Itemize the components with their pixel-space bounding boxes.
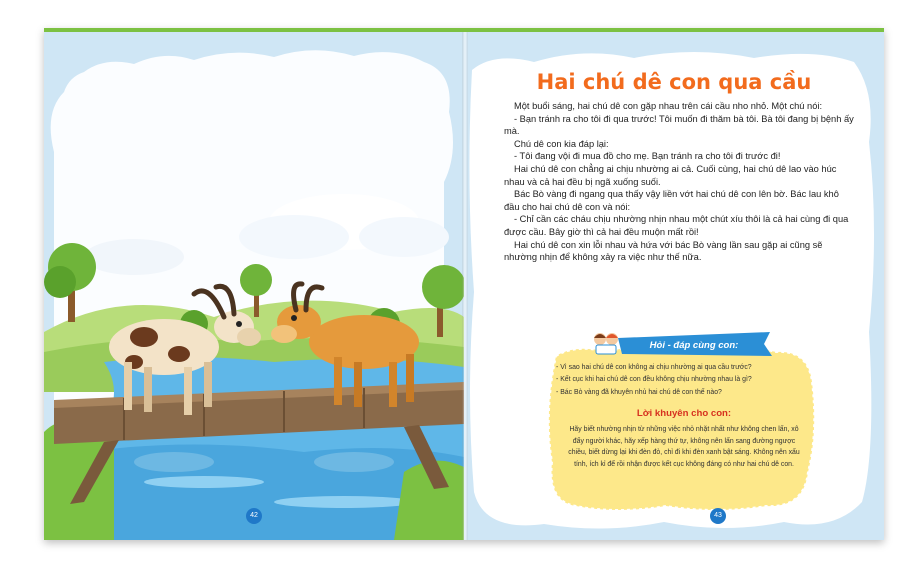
story-paragraph: - Chỉ cần các cháu chịu nhường nhịn nhau một chút xíu thôi là cả hai cùng đi qua được cầu. Bây giờ thì cả hai đều muộn mất rồi! [504,214,849,237]
advice-heading: Lời khuyên cho con: [636,408,732,419]
qa-questions [556,362,816,399]
story-paragraph: Hai chú dê con xin lỗi nhau và hứa với bác Bò vàng lần sau gặp ai cũng sẽ nhường nhịn để không xảy ra việc như thế nữa. [504,239,823,263]
right-page [464,32,884,540]
advice-text: Hãy biết nhường nhịn từ những việc nhỏ nhặt nhất như không chen lấn, xô đẩy người khác, hãy xếp hàng thứ tự, không nên lấn sang đường ngược chiều, biết dừng lại khi đèn đỏ, chỉ đi khi đèn xanh bật sáng. Không nên xấu tính, ích kỉ để rồi nhận được kết cục không đáng có như hai chú dê con. [568,426,800,468]
page-number-right: 43 [710,508,726,524]
goats-on-bridge-illustration [44,32,464,540]
story-body [504,100,854,264]
left-page [44,32,464,540]
story-paragraph: Bác Bò vàng đi ngang qua thấy vậy liền vớt hai chú dê con lên bờ. Bác lau khô đầu cho hai chú dê con và nói: [504,189,839,212]
story-paragraph: Hai chú dê con chẳng ai chịu nhường ai cả. Cuối cùng, hai chú dê lao vào húc nhau và cả hai đều bị ngã xuống suối. [504,163,837,187]
kids-reading-icon [590,330,622,356]
story-paragraph: - Bạn tránh ra cho tôi đi qua trước! Tôi muốn đi thăm bà tôi. Bà tôi đang bị bệnh ấy mà. [504,113,854,137]
story-paragraph: Chú dê con kia đáp lại: [514,138,609,149]
qa-question: - Vì sao hai chú dê con không ai chịu nhường ai qua cầu trước? [556,364,752,371]
story-paragraph: - Tôi đang vội đi mua đồ cho mẹ. Bạn tránh ra cho tôi đi trước đi! [514,151,781,162]
qa-question: - Kết cục khi hai chú dê con đều không chịu nhường nhau là gì? [556,376,752,384]
page-number-left: 42 [246,508,262,524]
qa-question: - Bác Bò vàng đã khuyên nhủ hai chú dê con thế nào? [556,388,722,396]
book-spread [44,28,884,540]
qa-title: Hỏi - đáp cùng con: [649,340,739,351]
story-title: Hai chú dê con qua cầu [536,70,812,94]
story-paragraph: Một buổi sáng, hai chú dê con gặp nhau trên cái cầu nho nhỏ. Một chú nói: [514,101,823,111]
